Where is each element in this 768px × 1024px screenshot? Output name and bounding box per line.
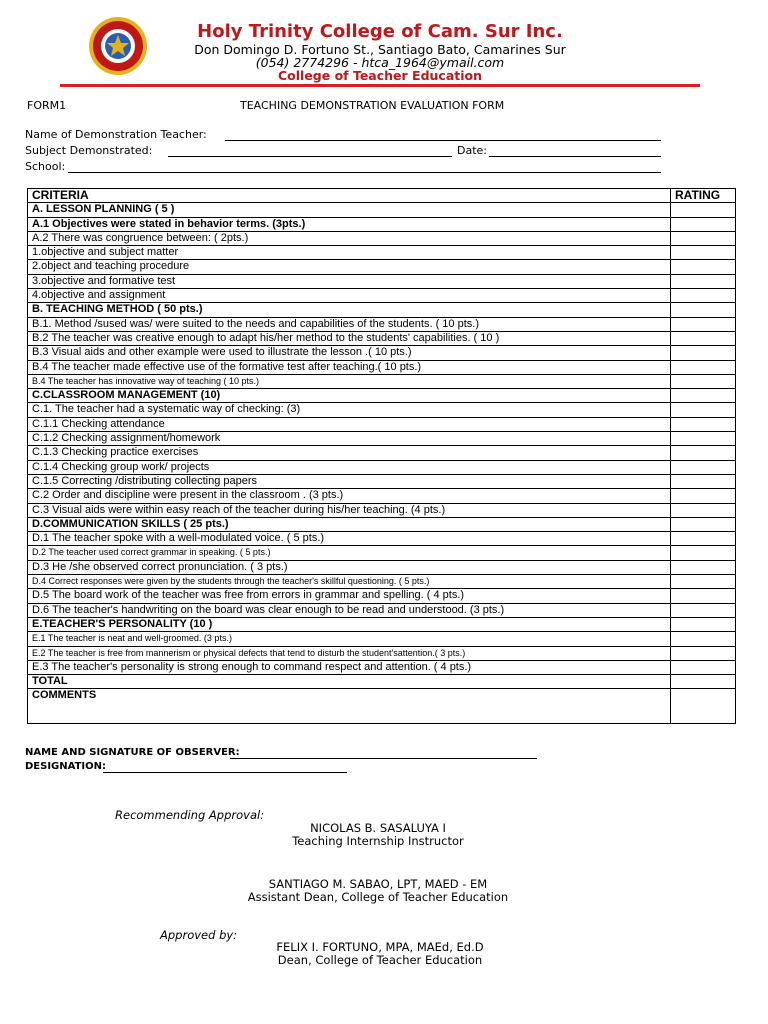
criteria-text: E.TEACHER'S PERSONALITY (10 ) [28, 617, 671, 631]
criteria-row [28, 289, 736, 303]
subject-field[interactable] [168, 156, 452, 157]
criteria-row [28, 303, 736, 317]
criteria-row [28, 317, 736, 331]
college-seal-logo [88, 16, 148, 76]
instructor-name: NICOLAS B. SASALUYA I [310, 821, 446, 835]
criteria-table [27, 188, 736, 724]
rating-cell[interactable] [671, 360, 736, 374]
rating-cell[interactable] [671, 560, 736, 574]
criteria-text: 2.object and teaching procedure [28, 260, 671, 274]
criteria-row [28, 503, 736, 517]
school-label: School: [25, 160, 66, 173]
rating-cell[interactable] [671, 660, 736, 674]
rating-cell[interactable] [671, 532, 736, 546]
criteria-row [28, 575, 736, 589]
department-name: College of Teacher Education [277, 68, 483, 83]
criteria-row [28, 617, 736, 631]
rating-cell[interactable] [671, 446, 736, 460]
criteria-row [28, 260, 736, 274]
criteria-text: C.1.1 Checking attendance [28, 417, 671, 431]
criteria-text: E.1 The teacher is neat and well-groomed. (3 pts.) [28, 632, 671, 646]
criteria-row [28, 432, 736, 446]
criteria-text: C.1.2 Checking assignment/homework [28, 432, 671, 446]
designation-field[interactable] [103, 772, 347, 773]
rating-cell[interactable] [671, 489, 736, 503]
criteria-row [28, 675, 736, 689]
approved-by-label: Approved by: [160, 928, 238, 942]
criteria-row [28, 246, 736, 260]
criteria-text: B.2 The teacher was creative enough to adapt his/her method to the students' capabilities. ( 10 ) [28, 331, 671, 345]
criteria-row [28, 360, 736, 374]
criteria-text: D.4 Correct responses were given by the students through the teacher's skillful questioning. ( 5 pts.) [28, 575, 671, 589]
criteria-row [28, 646, 736, 660]
rating-cell[interactable] [671, 303, 736, 317]
criteria-row [28, 560, 736, 574]
dean-name: FELIX I. FORTUNO, MPA, MAEd, Ed.D [276, 940, 484, 954]
criteria-row [28, 446, 736, 460]
rating-cell[interactable] [671, 217, 736, 231]
criteria-text: C.1.4 Checking group work/ projects [28, 460, 671, 474]
rating-cell[interactable] [671, 317, 736, 331]
criteria-row [28, 632, 736, 646]
criteria-row [28, 489, 736, 503]
asst-dean-name: SANTIAGO M. SABAO, LPT, MAED - EM [268, 877, 488, 891]
rating-cell[interactable] [671, 203, 736, 217]
criteria-text: B.1. Method /sused was/ were suited to the needs and capabilities of the students. ( 10 pts.) [28, 317, 671, 331]
criteria-row [28, 546, 736, 560]
rating-cell[interactable] [671, 231, 736, 245]
rating-cell[interactable] [671, 389, 736, 403]
criteria-text: E.3 The teacher's personality is strong enough to command respect and attention. ( 4 pts.) [28, 660, 671, 674]
criteria-text: C.2 Order and discipline were present in the classroom . (3 pts.) [28, 489, 671, 503]
criteria-text: 4.objective and assignment [28, 289, 671, 303]
rating-cell[interactable] [671, 289, 736, 303]
criteria-row [28, 517, 736, 531]
criteria-text: D.2 The teacher used correct grammar in speaking. ( 5 pts.) [28, 546, 671, 560]
criteria-text: C.3 Visual aids were within easy reach of the teacher during his/her teaching. (4 pts.) [28, 503, 671, 517]
rating-cell[interactable] [671, 460, 736, 474]
criteria-row [28, 474, 736, 488]
criteria-text: E.2 The teacher is free from mannerism or physical defects that tend to disturb the student'sattention.( 3 pts.) [28, 646, 671, 660]
rating-cell[interactable] [671, 503, 736, 517]
criteria-row [28, 203, 736, 217]
criteria-row [28, 231, 736, 245]
college-name: Holy Trinity College of Cam. Sur Inc. [197, 21, 563, 42]
criteria-text: C.1.5 Correcting /distributing collecting papers [28, 474, 671, 488]
teacher-name-label: Name of Demonstration Teacher: [25, 128, 207, 141]
rating-cell[interactable] [671, 632, 736, 646]
criteria-row [28, 660, 736, 674]
criteria-text: A.1 Objectives were stated in behavior terms. (3pts.) [28, 217, 671, 231]
rating-cell[interactable] [671, 346, 736, 360]
criteria-row [28, 403, 736, 417]
rating-cell[interactable] [671, 417, 736, 431]
criteria-row [28, 331, 736, 345]
criteria-row [28, 346, 736, 360]
criteria-text: B. TEACHING METHOD ( 50 pts.) [28, 303, 671, 317]
teacher-name-field[interactable] [225, 140, 661, 141]
criteria-row [28, 689, 736, 724]
criteria-row [28, 217, 736, 231]
rating-cell[interactable] [671, 675, 736, 689]
rating-cell[interactable] [671, 546, 736, 560]
criteria-text: D.6 The teacher's handwriting on the board was clear enough to be read and understood. (3 pts.) [28, 603, 671, 617]
recommending-approval-label: Recommending Approval: [115, 808, 265, 822]
rating-cell[interactable] [671, 575, 736, 589]
rating-cell[interactable] [671, 246, 736, 260]
table-header-row [28, 189, 736, 203]
rating-cell[interactable] [671, 432, 736, 446]
college-address: Don Domingo D. Fortuno St., Santiago Bato, Camarines Sur [194, 42, 566, 57]
rating-cell[interactable] [671, 274, 736, 288]
criteria-text: A. LESSON PLANNING ( 5 ) [28, 203, 671, 217]
rating-cell[interactable] [671, 689, 736, 724]
rating-cell[interactable] [671, 603, 736, 617]
criteria-row [28, 417, 736, 431]
criteria-text: C.1. The teacher had a systematic way of checking: (3) [28, 403, 671, 417]
criteria-text: D.5 The board work of the teacher was free from errors in grammar and spelling. ( 4 pts.) [28, 589, 671, 603]
criteria-text: D.COMMUNICATION SKILLS ( 25 pts.) [28, 517, 671, 531]
criteria-row [28, 532, 736, 546]
observer-name-field[interactable] [230, 758, 537, 759]
asst-dean-title: Assistant Dean, College of Teacher Education [247, 890, 509, 904]
instructor-title: Teaching Internship Instructor [292, 834, 464, 848]
form-title: TEACHING DEMONSTRATION EVALUATION FORM [240, 99, 505, 112]
rating-cell[interactable] [671, 474, 736, 488]
criteria-text: TOTAL [28, 675, 671, 689]
criteria-text: 1.objective and subject matter [28, 246, 671, 260]
dean-title: Dean, College of Teacher Education [277, 953, 483, 967]
criteria-text: COMMENTS [28, 689, 671, 724]
rating-cell[interactable] [671, 646, 736, 660]
criteria-row [28, 389, 736, 403]
criteria-text: D.3 He /she observed correct pronunciation. ( 3 pts.) [28, 560, 671, 574]
criteria-row [28, 374, 736, 388]
criteria-row [28, 603, 736, 617]
date-field[interactable] [489, 156, 661, 157]
criteria-row [28, 274, 736, 288]
form-code: FORM1 [27, 99, 67, 112]
rating-cell[interactable] [671, 517, 736, 531]
criteria-text: B.4 The teacher has innovative way of teaching ( 10 pts.) [28, 374, 671, 388]
criteria-text: D.1 The teacher spoke with a well-modulated voice. ( 5 pts.) [28, 532, 671, 546]
criteria-text: C.1.3 Checking practice exercises [28, 446, 671, 460]
designation-label: DESIGNATION [25, 761, 103, 772]
rating-cell[interactable] [671, 617, 736, 631]
rating-cell[interactable] [671, 374, 736, 388]
criteria-row [28, 589, 736, 603]
criteria-text: C.CLASSROOM MANAGEMENT (10) [28, 389, 671, 403]
criteria-text: B.3 Visual aids and other example were used to illustrate the lesson .( 10 pts.) [28, 346, 671, 360]
observer-name-label: NAME AND SIGNATURE OF OBSERVER: [25, 747, 240, 758]
rating-cell[interactable] [671, 403, 736, 417]
date-label: Date: [457, 144, 487, 157]
rating-header: RATING [671, 189, 736, 203]
subject-label: Subject Demonstrated: [25, 144, 153, 157]
college-contact: (054) 2774296 - htca_1964@ymail.com [255, 55, 505, 70]
school-field[interactable] [68, 172, 661, 173]
rating-cell[interactable] [671, 260, 736, 274]
rating-cell[interactable] [671, 589, 736, 603]
criteria-text: B.4 The teacher made effective use of the formative test after teaching.( 10 pts.) [28, 360, 671, 374]
criteria-row [28, 460, 736, 474]
criteria-text: 3.objective and formative test [28, 274, 671, 288]
header-divider [60, 84, 700, 87]
criteria-header: CRITERIA [28, 189, 671, 203]
rating-cell[interactable] [671, 331, 736, 345]
criteria-text: A.2 There was congruence between: ( 2pts.) [28, 231, 671, 245]
